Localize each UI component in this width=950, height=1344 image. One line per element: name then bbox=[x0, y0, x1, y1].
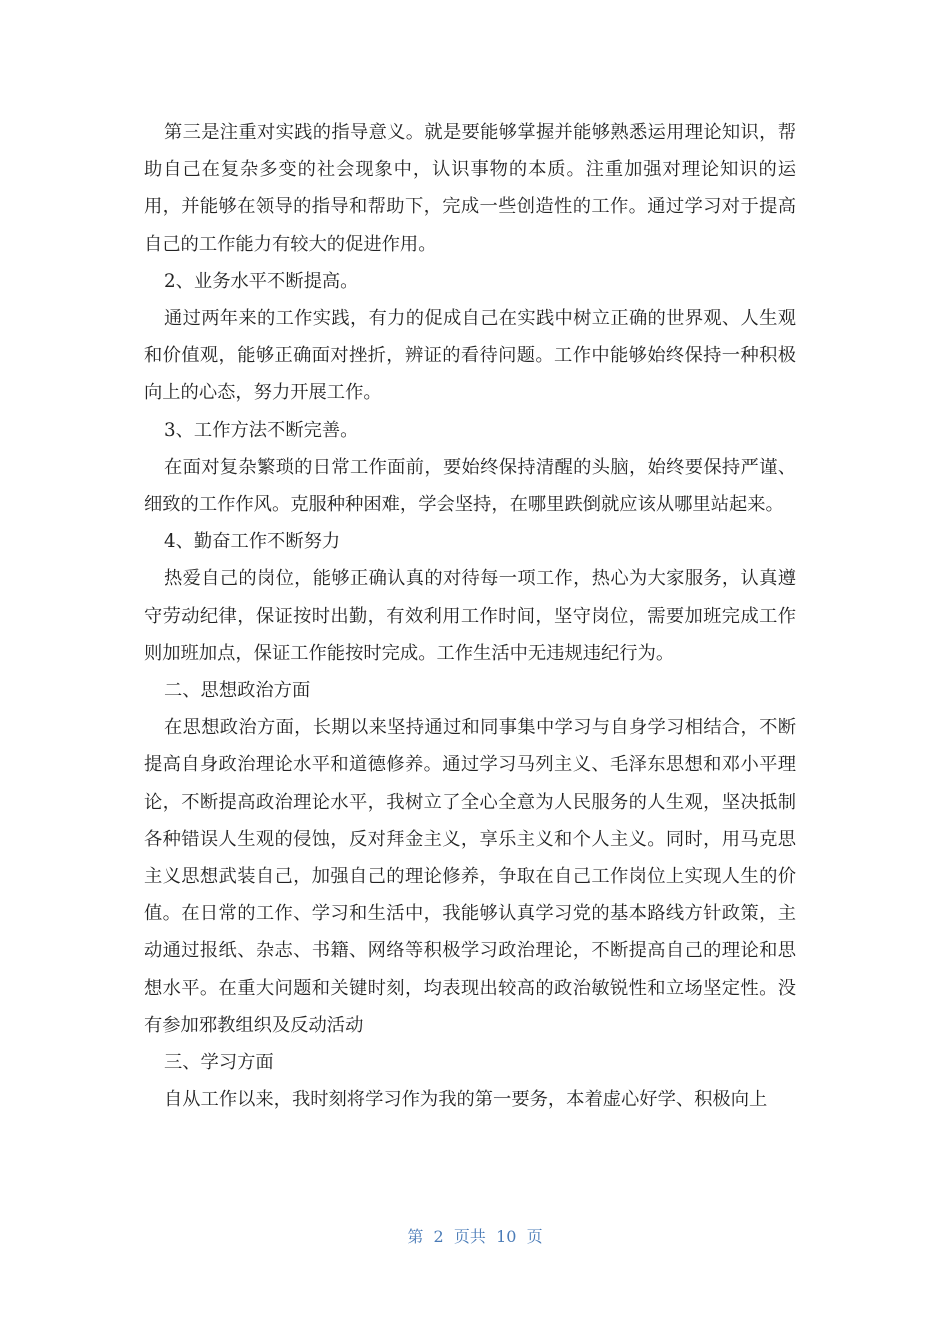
heading-political-thought: 二、思想政治方面 bbox=[164, 680, 311, 702]
paragraph-work-method: 在面对复杂繁琐的日常工作面前，要始终保持清醒的头脑，始终要保持严谨、细致的工作作风。克服种种困难，学会坚持，在哪里跌倒就应该从哪里站起来。 bbox=[144, 456, 796, 516]
paragraph-business-level: 通过两年来的工作实践，有力的促成自己在实践中树立正确的世界观、人生观和价值观，能够正确面对挫折，辨证的看待问题。工作中能够始终保持一种积极向上的心态，努力开展工作。 bbox=[144, 308, 796, 404]
heading-study: 三、学习方面 bbox=[164, 1052, 274, 1074]
heading-business-level: 2、业务水平不断提高。 bbox=[164, 270, 359, 292]
heading-diligent-work: 4、勤奋工作不断努力 bbox=[164, 531, 341, 553]
paragraph-political-thought: 在思想政治方面，长期以来坚持通过和同事集中学习与自身学习相结合，不断提高自身政治理论水平和道德修养。通过学习马列主义、毛泽东思想和邓小平理论，不断提高政治理论水平，我树立了全心全意为人民服务的人生观，坚决抵制各种错误人生观的侵蚀，反对拜金主义，享乐主义和个人主义。同时，用马克思主义思想武装自己，加强自己的理论修养，争取在自己工作岗位上实现人生的价值。在日常的工作、学习和生活中，我能够认真学习党的基本路线方针政策，主动通过报纸、杂志、书籍、网络等积极学习政治理论，不断提高自己的理论和思想水平。在重大问题和关键时刻，均表现出较高的政治敏锐性和立场坚定性。没有参加邪教组织及反动活动 bbox=[144, 717, 796, 1036]
paragraph-diligent-work: 热爱自己的岗位，能够正确认真的对待每一项工作，热心为大家服务，认真遵守劳动纪律，保证按时出勤，有效利用工作时间，坚守岗位，需要加班完成工作则加班加点，保证工作能按时完成。工作生活中无违规违纪行为。 bbox=[144, 568, 796, 664]
page-number-footer: 第 2 页共 10 页 bbox=[407, 1227, 543, 1246]
heading-work-method: 3、工作方法不断完善。 bbox=[164, 419, 359, 441]
paragraph-practice-guidance: 第三是注重对实践的指导意义。就是要能够掌握并能够熟悉运用理论知识，帮助自己在复杂多变的社会现象中，认识事物的本质。注重加强对理论知识的运用，并能够在领导的指导和帮助下，完成一些创造性的工作。通过学习对于提高自己的工作能力有较大的促进作用。 bbox=[144, 122, 796, 255]
paragraph-study: 自从工作以来，我时刻将学习作为我的第一要务，本着虚心好学、积极向上 bbox=[164, 1089, 768, 1111]
document-body bbox=[144, 114, 796, 1118]
